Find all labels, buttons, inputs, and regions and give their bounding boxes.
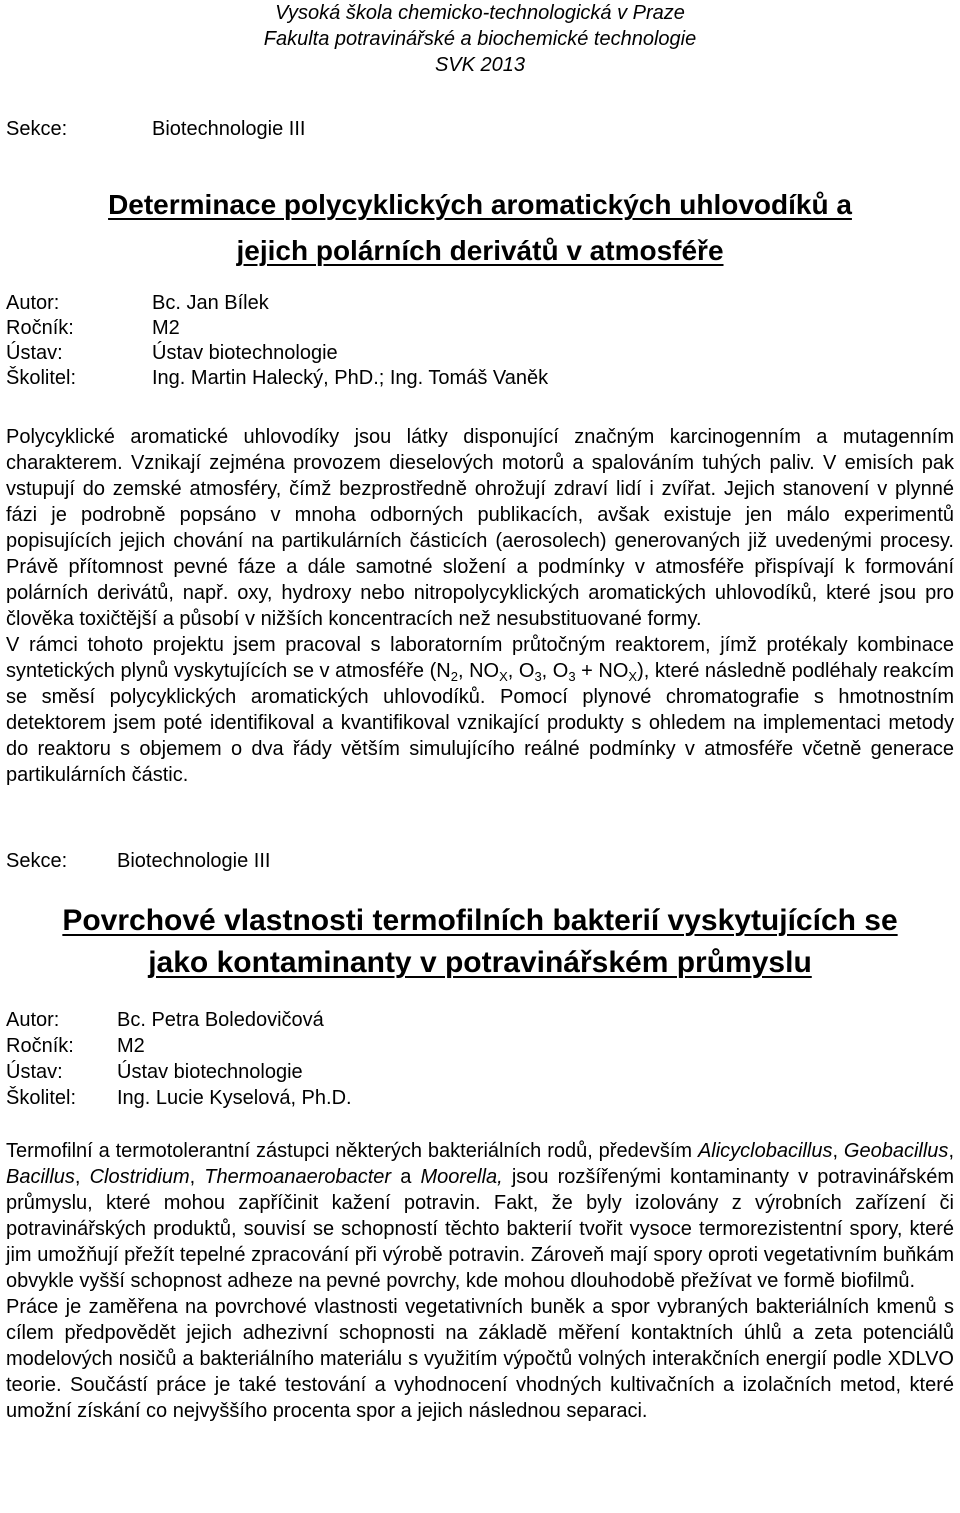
article-1-section	[6, 116, 305, 142]
title-line-1: Povrchové vlastnosti termofilních bakterií vyskytujících se	[62, 904, 898, 937]
meta-year: Ročník: M2	[6, 1035, 145, 1057]
article-2-title	[0, 900, 960, 984]
header-faculty: Fakulta potravinářské a biochemické technologie	[263, 28, 697, 50]
section-label: Sekce:	[6, 850, 68, 872]
meta-author: Autor: Bc. Jan Bílek	[6, 291, 946, 316]
meta-supervisor: Školitel: Ing. Lucie Kyselová, Ph.D.	[6, 1087, 352, 1109]
section-label: Sekce:	[6, 118, 68, 140]
abstract-paragraph-1: Termofilní a termotolerantní zástupci některých bakteriálních rodů, především Alicyclobacillus, Geobacillus, Bacillus, Clostridium, Thermoanaerobacter a Moorella, jsou rozšířenými kontaminanty v potravinářském průmyslu, které mohou zapříčinit kažení potravin. Fakt, že byly izolovány z výrobních zařízení či potravinářských produktů, souvisí se schopností těchto bakterií tvořit vysoce termorezistentní spory, které jim umožňují přežít tepelné zpracování při výrobě potravin. Zároveň mají spory oproti vegetativním buňkám obvykle vyšší schopnost adheze na pevné povrchy, kde mohou dlouhodobě přežívat ve formě biofilmů.	[6, 1140, 954, 1292]
author-name: Bc. Petra Boledovičová	[117, 1009, 324, 1031]
title-line-1: Determinace polycyklických aromatických uhlovodíků a	[108, 189, 852, 220]
meta-author: Autor: Bc. Petra Boledovičová	[6, 1007, 946, 1033]
title-line-2: jejich polárních derivátů v atmosféře	[236, 235, 724, 266]
abstract-paragraph-1: Polycyklické aromatické uhlovodíky jsou látky disponující značným karcinogenním a mutagenním charakterem. Vznikají zejména provozem dieselových motorů a spalováním tuhých paliv. V emisích pak vstupují do zemské atmosféry, čímž bezprostředně ohrožují zdraví lidí i zvířat. Jejich stanovení v plynné fázi je podrobně popsáno v mnoha odborných publikacích, avšak existuje jen málo experimentů popisujících jejich chování na partikulárních částicích (aerosolech) generovaných již uvedenými procesy. Právě přítomnost pevné fáze a dále samotné složení a podmínky v atmosféře přispívají k formování polárních derivátů, např. oxy, hydroxy nebo nitropolycyklických aromatických uhlovodíků, které jsou pro člověka toxičtější a působí v nižších koncentracích než nesubstituované formy.	[6, 426, 954, 630]
article-2-meta	[6, 1007, 946, 1111]
meta-year: Ročník: M2	[6, 317, 180, 339]
title-line-2: jako kontaminanty v potravinářském průmyslu	[148, 946, 812, 979]
article-1-title	[0, 182, 960, 274]
section-value: Biotechnologie III	[117, 850, 271, 872]
article-1-abstract	[0, 424, 960, 788]
header-event: SVK 2013	[434, 54, 526, 76]
abstract-paragraph-2: Práce je zaměřena na povrchové vlastnosti vegetativních buněk a spor vybraných bakteriálních kmenů s cílem předpovědět jejich adhezivní schopnosti na základě měření kontaktních úhlů a zeta potenciálů modelových nosičů a bakteriálního materiálu s využitím výpočtů volných interakčních energií podle XDLVO teorie. Součástí práce je také testování a vyhodnocení vhodných kultivačních a izolačních metod, které umožní získání co nejvyššího procenta spor a jejich následnou separaci.	[6, 1296, 954, 1422]
header-university: Vysoká škola chemicko-technologická v Praze	[275, 2, 685, 24]
meta-supervisor: Školitel: Ing. Martin Halecký, PhD.; Ing. Tomáš Vaněk	[6, 367, 549, 389]
abstract-paragraph-2: V rámci tohoto projektu jsem pracoval s laboratorním průtočným reaktorem, jímž protékaly kombinace syntetických plynů vyskytujících se v atmosféře ($N_2$, $NO_X$, $O_3$, $O_3 + NO_X$), které následně podléhaly reakcím se směsí polycyklických aromatických uhlovodíků. Pomocí plynové chromatografie s hmotnostním detektorem jsem poté identifikoval a kvantifikoval vznikající produkty s ohledem na implementaci metody do reaktoru s objemem o dva řády větším simulujícího reálné podmínky v atmosféře včetně generace partikulárních částic.	[6, 634, 954, 786]
section-value: Biotechnologie III	[152, 118, 306, 140]
article-1-meta	[6, 291, 946, 391]
article-2-section	[6, 848, 270, 874]
article-2-abstract	[0, 1138, 960, 1424]
meta-institute: Ústav: Ústav biotechnologie	[6, 1061, 303, 1083]
author-name: Bc. Jan Bílek	[152, 292, 269, 314]
meta-institute: Ústav: Ústav biotechnologie	[6, 342, 338, 364]
page-header	[0, 0, 960, 78]
